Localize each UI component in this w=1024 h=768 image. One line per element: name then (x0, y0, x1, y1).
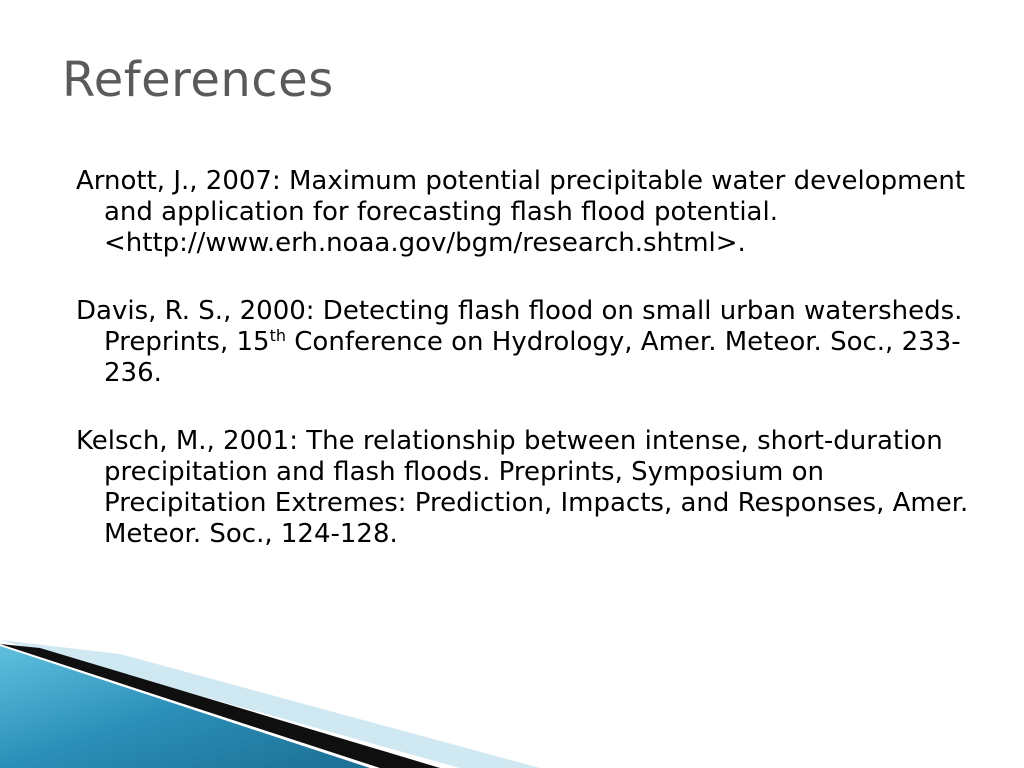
ordinal-superscript: th (269, 326, 287, 345)
reference-text: Davis, R. S., 2000: Detecting flash flood on small urban watersheds. Preprints, 15 (76, 296, 963, 357)
reference-text-continued: Conference on Hydrology, Amer. Meteor. Soc., 233-236. (104, 327, 961, 388)
reference-list (76, 166, 976, 587)
slide-title: References (62, 52, 334, 108)
reference-text: Kelsch, M., 2001: The relationship between intense, short-duration precipitation and flash floods. Preprints, Symposium on Precipitation Extremes: Prediction, Impacts, and Responses, Amer. Meteor. Soc., 124-128. (76, 426, 969, 549)
reference-item (76, 296, 976, 389)
decorative-corner-swoosh (0, 640, 1024, 768)
reference-item (76, 166, 976, 259)
reference-item (76, 426, 976, 550)
reference-text: Arnott, J., 2007: Maximum potential precipitable water development and application for forecasting flash flood potential. <http://www.erh.noaa.gov/bgm/research.shtml>. (76, 166, 966, 258)
